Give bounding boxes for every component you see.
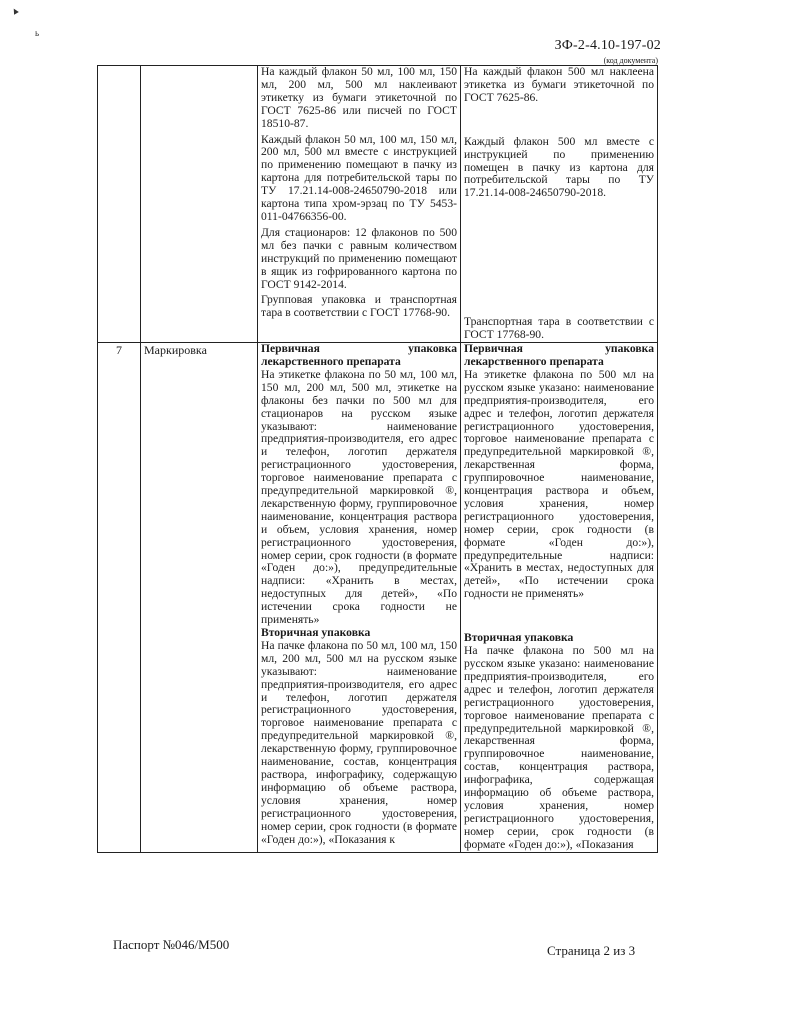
text-paragraph: Каждый флакон 500 мл вместе с инструкцией по применению помещен в пачку из картона для потребительской тары по ТУ 17.21.14-008-24650790-2018.: [464, 134, 654, 200]
text-paragraph: На каждый флакон 500 мл наклеена этикетка из бумаги этикеточной по ГОСТ 7625-86.: [464, 65, 654, 104]
table-row-marking: [98, 343, 658, 853]
document-code: ЗФ-2-4.10-197-02: [554, 38, 661, 53]
packaging-actual-column: [461, 66, 658, 343]
marking-requirements-column: [258, 343, 461, 853]
row-number: 7: [98, 343, 141, 853]
packaging-requirements-column: [258, 66, 461, 343]
text-paragraph: На пачке флакона по 500 мл на русском языке указано: наименование предприятия-производителя, его адрес и телефон, логотип держателя регистрационного удостоверения, торговое наименование препарата с предупредительной маркировкой ®, лекарственная форма, группировочное наименование, состав, концентрация раствора, инфографика, содержащая информацию об объеме раствора, условия хранения, номер регистрационного удостоверения, номер серии, срок годности (в формате «Годен до:»), «Показания: [464, 644, 654, 851]
document-code-label: (код документа): [603, 56, 658, 65]
row-name: Маркировка: [141, 343, 258, 853]
table-row-packaging: [98, 66, 658, 343]
section-heading: Вторичная упаковка: [261, 626, 371, 639]
passport-number: Паспорт №046/М500: [113, 937, 230, 952]
scan-mark-small: ь: [35, 28, 40, 38]
text-paragraph: На пачке флакона по 50 мл, 100 мл, 150 мл, 200 мл, 500 мл на русском языке указывают: наименование предприятия-производителя, его адрес и телефон, логотип держателя регистрационного удостоверения, торговое наименование препарата с предупредительной маркировкой ®, лекарственную форму, группировочное наименование, состав, концентрация раствора, инфографику, содержащую информацию об объеме раствора, условия хранения, номер регистрационного удостоверения, номер серии, срок годности (в формате «Годен до:»), «Показания к: [261, 638, 457, 846]
text-paragraph: Групповая упаковка и транспортная тара в соответствии с ГОСТ 17768-90.: [261, 293, 457, 320]
text-paragraph: На каждый флакон 50 мл, 100 мл, 150 мл, 200 мл, 500 мл наклеивают этикетку из бумаги этикеточной по ГОСТ 7625-86 или писчей по ГОСТ 18510-87.: [261, 65, 457, 130]
text-paragraph: Для стационаров: 12 флаконов по 500 мл без пачки с равным количеством инструкций по применению помещают в ящик из гофрированного картона по ГОСТ 9142-2014.: [261, 225, 457, 291]
specification-table: [97, 65, 658, 853]
row-name: [141, 66, 258, 343]
text-paragraph: Транспортная тара в соответствии с ГОСТ 17768-90.: [464, 315, 654, 342]
text-paragraph: На этикетке флакона по 50 мл, 100 мл, 150 мл, 200 мл, 500 мл, этикетке на флаконы без пачки по 500 мл для стационаров на русском языке указывают: наименование предприятия-производителя, его адрес и телефон, логотип держателя регистрационного удостоверения, торговое наименование препарата с предупредительной маркировкой ®, лекарственную форму, группировочное наименование, концентрация раствора и объем, условия хранения, номер регистрационного удостоверения, номер серии, срок годности (в формате «Годен до:»), предупредительные надписи: «Хранить в местах, недоступных для детей», «По истечении срока годности не применять»: [261, 367, 457, 627]
section-heading: Вторичная упаковка: [464, 631, 574, 645]
section-heading: Первичная упаковка лекарственного препарата: [464, 342, 654, 368]
scan-mark-top: ▴: [9, 4, 21, 18]
text-paragraph: Каждый флакон 50 мл, 100 мл, 150 мл, 200 мл, 500 мл вместе с инструкцией по применению помещают в пачку из картона для потребительской тары по ТУ 17.21.14-008-24650790-2018 или картона типа хром-эрзац по ТУ 5453-011-04766356-00.: [261, 132, 457, 223]
text-paragraph: На этикетке флакона по 500 мл на русском языке указано: наименование предприятия-производителя, его адрес и телефон, логотип держателя регистрационного удостоверения, торговое наименование препарата с предупредительной маркировкой ®, лекарственная форма, группировочное наименование, концентрация раствора и объем, условия хранения, номер регистрационного удостоверения, номер серии, срок годности (в формате «Годен до:»), предупредительные надписи: «Хранить в местах, недоступных для детей», «По истечении срока годности не применять»: [464, 367, 654, 601]
page-number: Страница 2 из 3: [547, 943, 636, 958]
section-heading: Первичная упаковка лекарственного препарата: [261, 342, 457, 368]
row-number: [98, 66, 141, 343]
marking-actual-column: [461, 343, 658, 853]
